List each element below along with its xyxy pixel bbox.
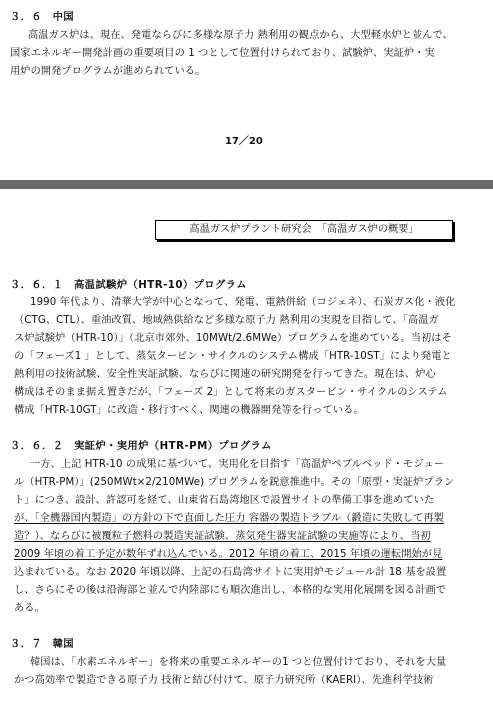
text-line: の「フェーズ1 」として、蒸気タービン・サイクルのシステム構成「HTR-10ST」により発電と [14,351,452,362]
section-heading-3-7: ３．７ 韓国 [10,639,75,650]
text-line: 1990 年代より、清華大学が中心となって、発電、電熱併給（コジェネ）、石炭ガス化・液化 [30,297,456,308]
section-heading-3-6-1: ３．６．１ 高温試験炉（HTR-10）プログラム [10,280,247,291]
text-line: 用炉の開発プログラムが進められている。 [10,66,206,77]
text-line: し、さらにその後は沿海部と並んで内陸部にも順次進出し、本格的な実用化展開を図る計画で [14,585,447,596]
text-line: ル（HTR-PM）」(250MWt×2/210MWe) プログラムを鋭意推進中。その「原型・実証炉プラン [14,477,455,488]
text-line: ト」につき、設計、許認可を経て、山東省石島湾地区で設置サイトの準備工事を進めていた [14,495,435,506]
paragraph-3-6-2 [14,456,484,618]
text-line: 込まれている。なお 2020 年頃以降、上記の石島湾サイトに実用炉モジュール計 18 基を設置 [14,567,447,578]
page-number: 17／20 [225,136,263,147]
current-page [0,190,493,702]
text-line: 韓国は、「水素エネルギー」を将来の重要エネルギーの1 つと位置付けており、それを大量 [30,657,447,668]
page-separator [0,180,493,189]
text-line-underlined: が、「全機器国内製造」の方針の下で直面した圧力 容器の製造トラブル（鍛造に失敗して再製 [14,513,444,524]
previous-page-fragment [0,0,493,178]
text-line: 高温ガス炉は、現在、発電ならびに多様な原子力 熱利用の観点から、大型軽水炉と並んで、 [28,30,453,41]
text-line: ある。 [14,603,45,614]
text-line: 一方、上記 HTR-10 の成果に基づいて、実用化を目指す「高温炉ペブルベッド・モジュー [30,459,444,470]
paragraph-3-6-1 [14,294,484,420]
text-line: 構成「HTR-10GT」に改造・移行すべく、関連の機器開発等を行っている。 [14,405,364,416]
section-heading-3-6-2: ３．６．２ 実証炉・実用炉（HTR-PM）プログラム [10,441,272,452]
paragraph-3-7 [14,654,484,690]
text-line: 熱利用の技術試験、安全性実証試験、ならびに関連の研究開発を行ってきた。現在は、炉心 [14,369,436,380]
paragraph-3-6 [10,27,480,81]
text-line: 構成はそのまま据え置きだが、「フェーズ 2」として将来のガスタービン・サイクルのシステム [14,387,448,398]
text-line-underlined: 2009 年頃の着工予定が数年ずれ込んでいる。2012 年頃の着工、2015 年頃の運転開始が見 [14,549,443,560]
text-line: （CTG、CTL）、重油改質、地域熱供給など多様な原子力 熱利用の実現を目指して、「高温ガ [14,315,439,326]
document-header-title: 高温ガス炉プラント研究会 「高温ガス炉の概要」 [155,220,453,240]
text-line: かつ高効率で製造できる原子力 技術と結び付けて、原子力研究所（KAERI）、先進科学技術 [14,675,434,686]
text-line: ス炉試験炉（HTR-10）」（北京市郊外、10MWt/2.6MWe）プログラムを進めている。当初はそ [14,333,452,344]
text-line-underlined: 造？）、ならびに被覆粒子燃料の製造実証試験、蒸気発生器実証試験の実施等により、当初 [14,531,431,542]
text-line: 国家エネルギー開発計画の重要項目の 1 つとして位置付けられており、試験炉、実証炉・実 [10,48,435,59]
section-heading-3-6: ３．６ 中国 [10,12,75,23]
